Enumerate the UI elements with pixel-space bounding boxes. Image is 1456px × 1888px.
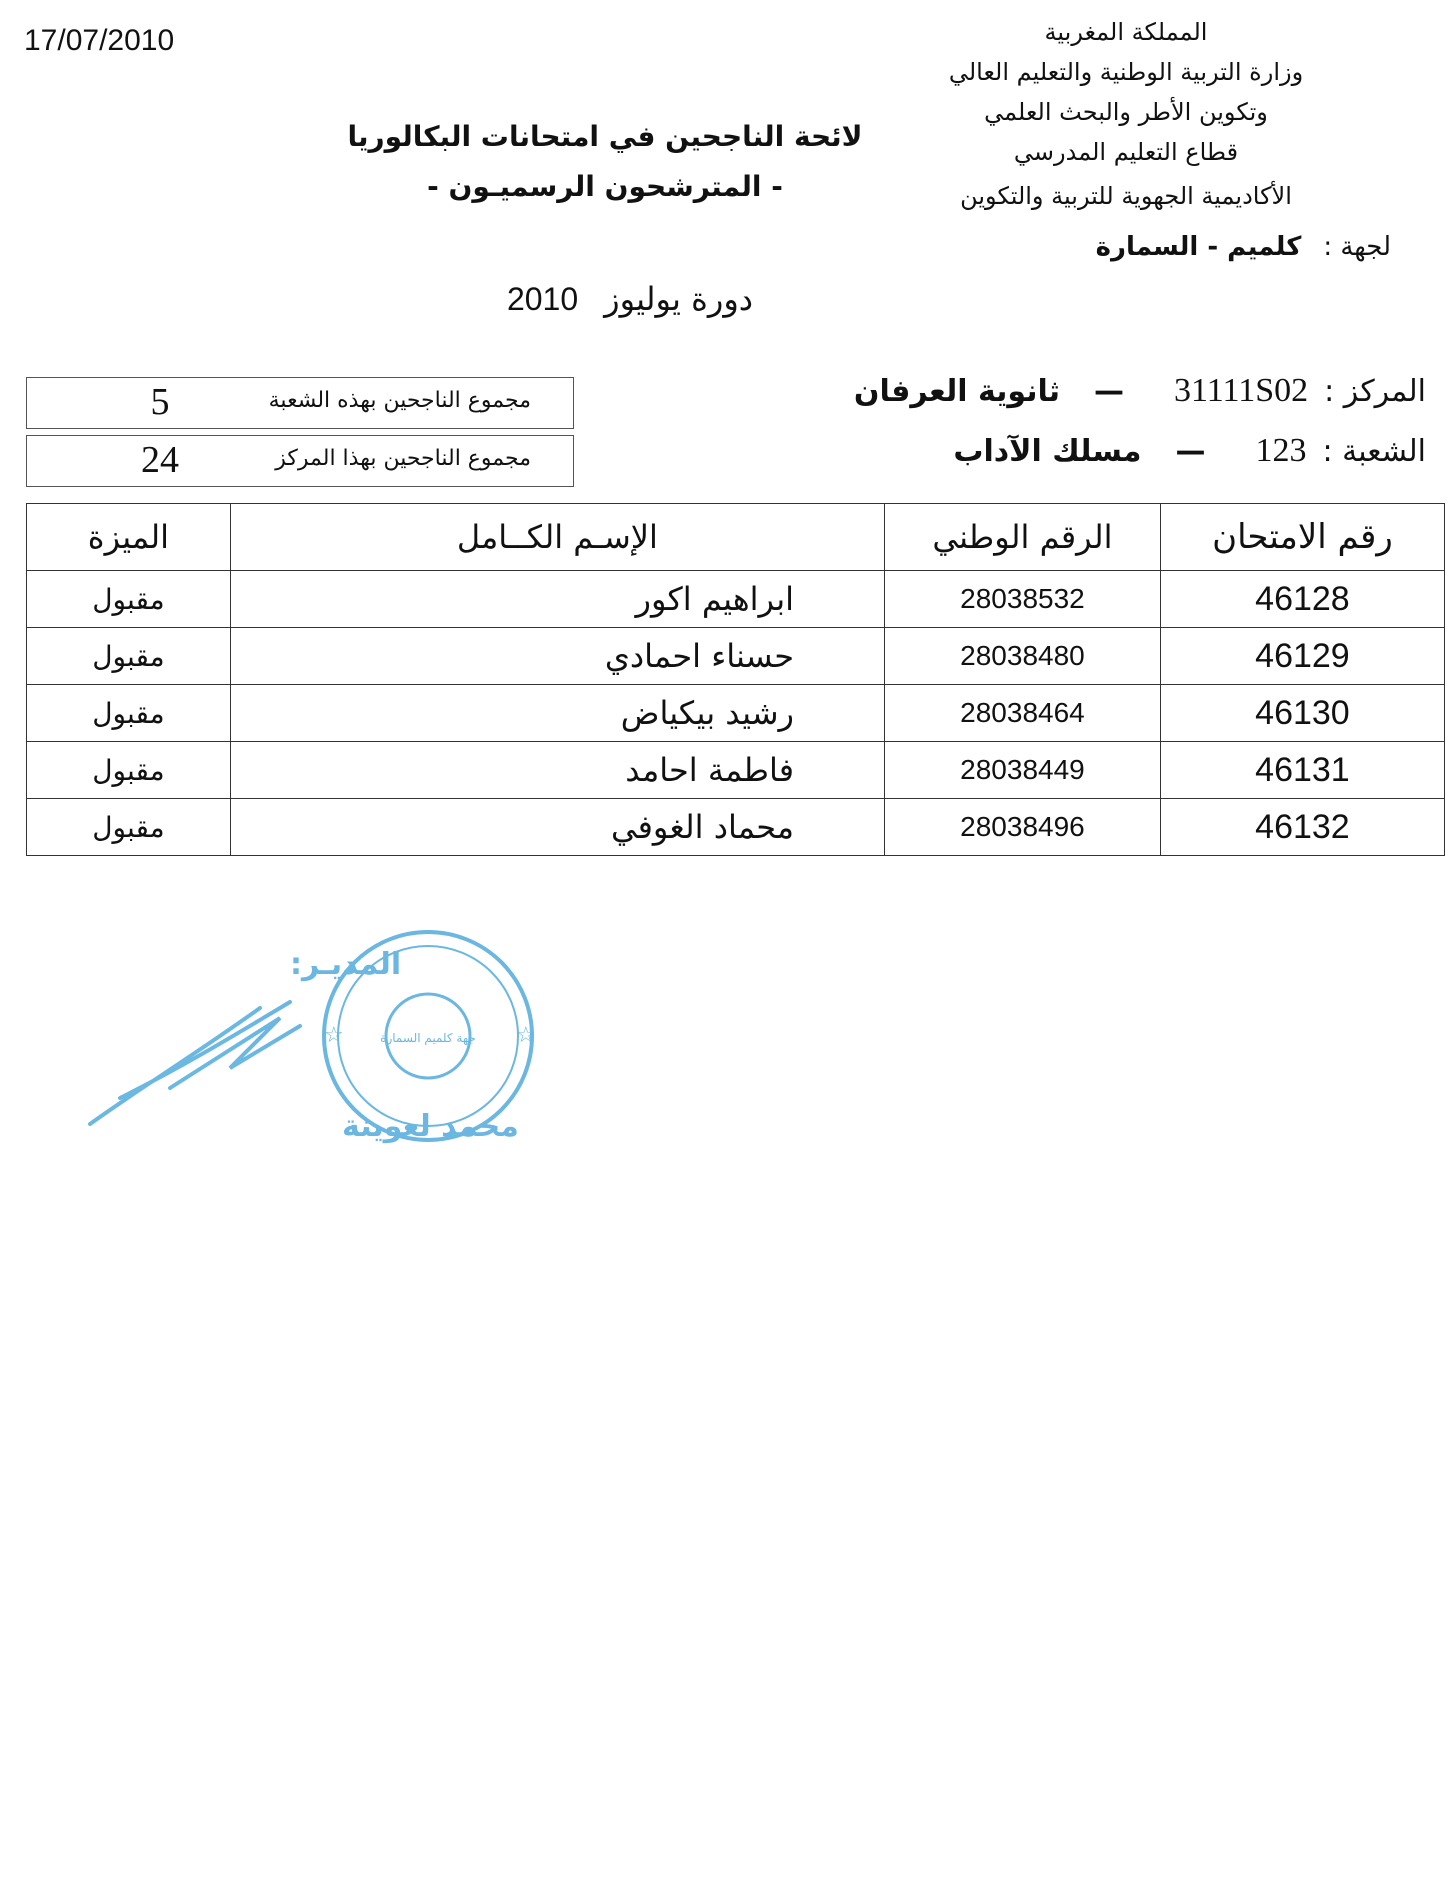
mention-cell: مقبول bbox=[27, 628, 231, 685]
branch-name: مسلك الآداب bbox=[953, 434, 1142, 469]
section-total-label: مجموع الناجحين بهذه الشعبة bbox=[268, 388, 531, 413]
header-line: المملكة المغربية bbox=[1044, 18, 1208, 46]
table-row bbox=[27, 571, 1445, 628]
center-code: 31111S02 bbox=[1174, 372, 1309, 409]
full-name-cell: محماد الغوفي bbox=[230, 799, 884, 856]
exam-number-cell: 46132 bbox=[1160, 799, 1444, 856]
full-name-cell: رشيد بيكياض bbox=[230, 685, 884, 742]
table-row bbox=[27, 742, 1445, 799]
center-name: ثانوية العرفان bbox=[853, 374, 1061, 409]
full-name-cell: ابراهيم اكور bbox=[230, 571, 884, 628]
session-label: دورة يوليوز bbox=[604, 280, 754, 318]
header-exam-number: رقم الامتحان bbox=[1160, 504, 1444, 571]
table-row bbox=[27, 685, 1445, 742]
national-number-cell: 28038449 bbox=[884, 742, 1160, 799]
header-line: الأكاديمية الجهوية للتربية والتكوين bbox=[960, 182, 1292, 210]
exam-number-cell: 46128 bbox=[1160, 571, 1444, 628]
center-dash: — bbox=[1094, 374, 1125, 409]
center-info bbox=[854, 372, 1426, 410]
center-total-label: مجموع الناجحين بهذا المركز bbox=[275, 446, 531, 471]
results-table bbox=[26, 503, 1445, 856]
session-year: 2010 bbox=[506, 281, 579, 317]
title-line-1: لائحة الناجحين في امتحانات البكالوريا bbox=[347, 120, 863, 153]
header-national-number: الرقم الوطني bbox=[884, 504, 1160, 571]
center-total-count: 24 bbox=[141, 439, 179, 481]
mention-cell: مقبول bbox=[27, 685, 231, 742]
stamp-star-icon: ☆ bbox=[324, 1023, 344, 1048]
full-name-cell: فاطمة احامد bbox=[230, 742, 884, 799]
director-name: محمد لعوينة bbox=[342, 1109, 519, 1144]
header-line: وتكوين الأطر والبحث العلمي bbox=[984, 98, 1268, 126]
branch-label: الشعبة : bbox=[1322, 434, 1426, 469]
stamp-center-text: جهة كلميم السمارة bbox=[380, 1031, 476, 1045]
mention-cell: مقبول bbox=[27, 742, 231, 799]
header-mention: الميزة bbox=[27, 504, 231, 571]
national-number-cell: 28038496 bbox=[884, 799, 1160, 856]
region-label: لجهة : bbox=[1323, 232, 1391, 262]
handwritten-signature bbox=[90, 1002, 300, 1124]
section-total-box bbox=[26, 377, 574, 429]
national-number-cell: 28038532 bbox=[884, 571, 1160, 628]
branch-code: 123 bbox=[1255, 432, 1307, 469]
session-line bbox=[460, 280, 800, 318]
branch-dash: — bbox=[1175, 434, 1206, 469]
region-value: كلميم - السمارة bbox=[1095, 232, 1302, 262]
director-title: المديـر: bbox=[290, 947, 402, 982]
table-header-row bbox=[27, 504, 1445, 571]
full-name-cell: حسناء احمادي bbox=[230, 628, 884, 685]
director-signature-stamp bbox=[80, 918, 540, 1158]
institution-header bbox=[891, 12, 1361, 216]
document-title bbox=[330, 112, 880, 212]
mention-cell: مقبول bbox=[27, 799, 231, 856]
national-number-cell: 28038464 bbox=[884, 685, 1160, 742]
section-total-count: 5 bbox=[150, 381, 170, 423]
exam-number-cell: 46131 bbox=[1160, 742, 1444, 799]
table-row bbox=[27, 799, 1445, 856]
mention-cell: مقبول bbox=[27, 571, 231, 628]
exam-number-cell: 46130 bbox=[1160, 685, 1444, 742]
exam-number-cell: 46129 bbox=[1160, 628, 1444, 685]
header-full-name: الإسـم الكــامل bbox=[230, 504, 884, 571]
region-line bbox=[1096, 232, 1391, 262]
document-date: 17/07/2010 bbox=[24, 24, 175, 57]
center-total-box bbox=[26, 435, 574, 487]
table-row bbox=[27, 628, 1445, 685]
stamp-star-icon: ☆ bbox=[516, 1023, 536, 1048]
header-line: قطاع التعليم المدرسي bbox=[1013, 138, 1239, 166]
header-line: وزارة التربية الوطنية والتعليم العالي bbox=[948, 58, 1304, 86]
center-label: المركز : bbox=[1324, 374, 1426, 409]
title-line-2: - المترشحون الرسميـون - bbox=[427, 170, 783, 203]
national-number-cell: 28038480 bbox=[884, 628, 1160, 685]
branch-info bbox=[953, 432, 1426, 470]
